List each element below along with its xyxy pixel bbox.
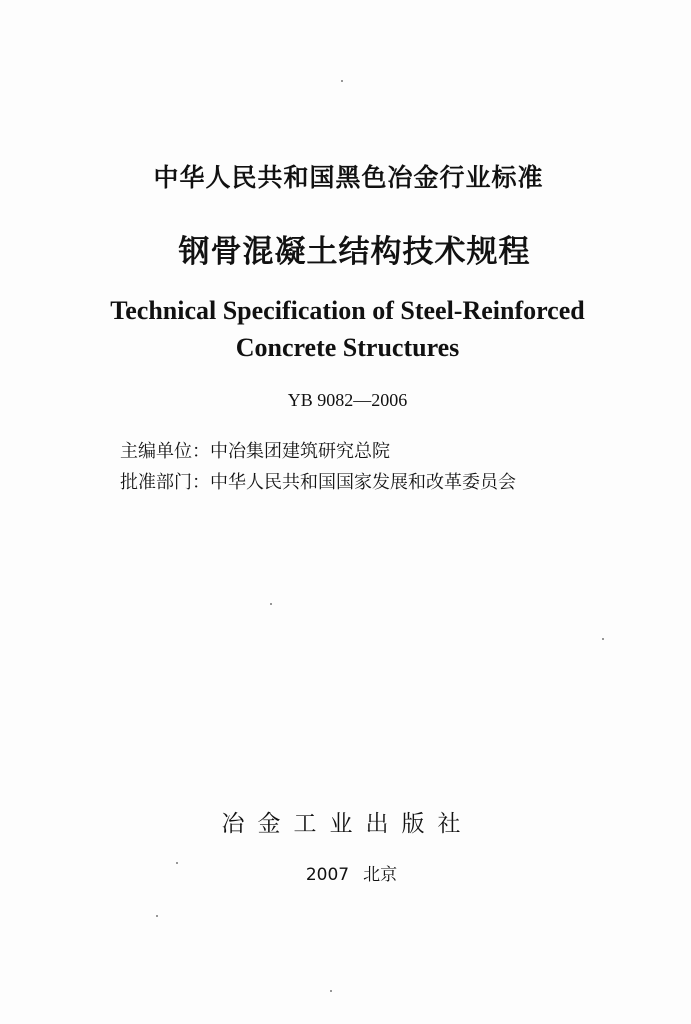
scan-speck xyxy=(602,638,604,640)
publication-line xyxy=(0,860,691,885)
scan-speck xyxy=(330,990,332,992)
editor-unit-value: 中冶集团建筑研究总院 xyxy=(210,441,390,462)
editor-unit-row xyxy=(120,437,390,463)
standard-code: YB 9082—2006 xyxy=(287,390,408,410)
approving-department-label: 批准部门： xyxy=(120,472,210,493)
scan-speck xyxy=(176,862,178,864)
title-english-line-1: Technical Specification of Steel-Reinforced xyxy=(110,296,585,325)
scan-speck xyxy=(270,603,272,605)
approving-department-value: 中华人民共和国国家发展和改革委员会 xyxy=(210,472,516,493)
scan-speck xyxy=(341,80,343,82)
approving-department-row xyxy=(120,468,516,494)
publisher-name: 冶金工业出版社 xyxy=(221,811,474,837)
editor-unit-label: 主编单位： xyxy=(120,441,210,462)
document-title-chinese: 钢骨混凝土结构技术规程 xyxy=(178,234,531,270)
publication-year: 2007 xyxy=(305,865,350,885)
publication-city: 北京 xyxy=(363,865,398,885)
title-english-line-2: Concrete Structures xyxy=(235,333,460,362)
industry-standard-heading: 中华人民共和国黑色冶金行业标准 xyxy=(153,163,544,192)
document-title-english xyxy=(0,292,691,366)
scan-speck xyxy=(156,915,158,917)
